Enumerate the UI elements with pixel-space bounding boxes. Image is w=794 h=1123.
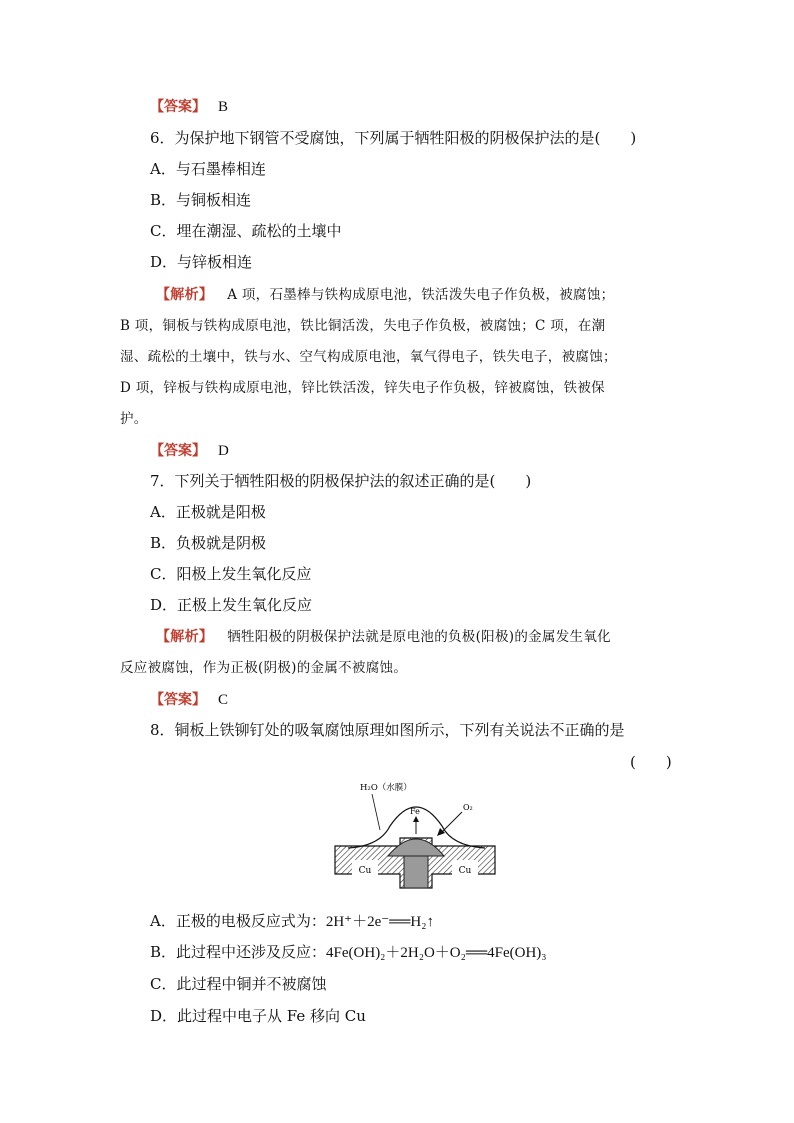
o2-label: O₂ (463, 803, 473, 812)
q7-option-a: A．正极就是阳极 (150, 503, 266, 521)
q6-option-b: B．与铜板相连 (150, 191, 252, 209)
o2-arrow (442, 812, 462, 832)
q6-option-c: C．埋在潮湿、疏松的土壤中 (150, 222, 342, 240)
q8-option-c: C．此过程中铜并不被腐蚀 (150, 975, 327, 993)
option-b-prefix: B．此过程中还涉及反应： (150, 943, 327, 961)
question-6-stem: 6．为保护地下钢管不受腐蚀，下列属于牺牲阳极的阴极保护法的是( ) (150, 129, 637, 147)
cu-right-label: Cu (458, 866, 472, 876)
answer-value: C (218, 692, 229, 708)
answer-tag: 【答案】 (150, 443, 206, 459)
answer-block-7 (150, 689, 228, 710)
answer-tag: 【答案】 (150, 692, 206, 708)
explanation-line: A 项，石墨棒与铁构成原电池，铁活泼失电子作负极，被腐蚀； (227, 287, 615, 303)
q8-option-b (150, 942, 547, 963)
water-film-label: H₂O（水膜） (360, 783, 412, 793)
q7-option-b: B．负极就是阴极 (150, 534, 267, 552)
q6-explanation (120, 280, 675, 435)
q7-option-c: C．阳极上发生氧化反应 (150, 565, 312, 583)
q7-option-d: D．正极上发生氧化反应 (150, 596, 313, 614)
explanation-line: D 项，锌板与铁构成原电池，锌比铁活泼，锌失电子作负极，锌被腐蚀，铁被保 (120, 380, 605, 396)
cu-left-label: Cu (358, 866, 372, 876)
q8-option-d: D．此过程中电子从 Fe 移向 Cu (150, 1007, 366, 1025)
explanation-line: 牺牲阳极的阴极保护法就是原电池的负极(阳极)的金属发生氧化 (227, 629, 611, 645)
rivet-corrosion-diagram (330, 776, 500, 890)
explanation-line: B 项，铜板与铁构成原电池，铁比铜活泼，失电子作负极，被腐蚀；C 项，在潮 (120, 318, 606, 334)
option-b-equation: 4Fe(OH)₂＋2H₂O＋O₂══4Fe(OH)₃ (326, 945, 547, 961)
option-a-prefix: A．正极的电极反应式为： (150, 912, 326, 930)
question-8-stem: 8．铜板上铁铆钉处的吸氧腐蚀原理如图所示，下列有关说法不正确的是 (150, 721, 625, 739)
answer-value: D (218, 443, 229, 459)
option-a-equation: 2H⁺＋2e⁻══H₂↑ (325, 914, 434, 930)
explanation-line: 反应被腐蚀，作为正极(阴极)的金属不被腐蚀。 (120, 660, 408, 676)
fe-arrowhead-icon (413, 816, 419, 822)
q8-option-a (150, 911, 434, 932)
answer-paren: ( ) (630, 753, 672, 771)
water-pointer (372, 794, 380, 830)
answer-value: B (218, 99, 229, 115)
explanation-tag: 【解析】 (156, 287, 214, 303)
explanation-line: 湿、疏松的土壤中，铁与水、空气构成原电池，氧气得电子，铁失电子，被腐蚀； (120, 349, 617, 365)
q6-option-a: A．与石墨棒相连 (150, 160, 266, 178)
answer-block-6 (150, 440, 229, 461)
q7-explanation (120, 622, 675, 684)
explanation-tag: 【解析】 (156, 629, 214, 645)
question-7-stem: 7．下列关于牺牲阳极的阴极保护法的叙述正确的是( ) (150, 472, 532, 490)
answer-tag: 【答案】 (150, 99, 206, 115)
fe-label: Fe (410, 807, 420, 816)
q6-option-d: D．与锌板相连 (150, 253, 253, 271)
answer-block-5 (150, 96, 228, 117)
explanation-line: 护。 (120, 411, 148, 427)
